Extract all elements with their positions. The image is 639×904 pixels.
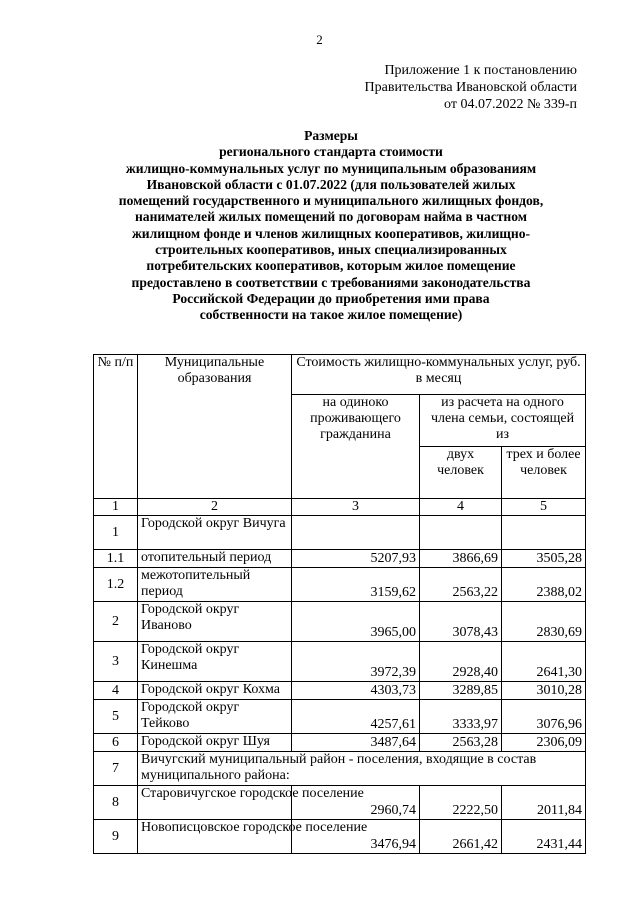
row-num: 6 — [94, 734, 138, 752]
table-row — [94, 550, 586, 568]
header-municipality: Муниципальные образования — [138, 355, 292, 499]
row-value-three: 3076,96 — [502, 700, 586, 734]
row-value-two: 2928,40 — [420, 642, 502, 682]
row-value-single: 3159,62 — [292, 568, 420, 602]
row-num: 3 — [94, 642, 138, 682]
row-value-three: 2431,44 — [502, 820, 586, 854]
annex-line-3: от 04.07.2022 № 339-п — [444, 97, 577, 112]
row-value-three — [502, 516, 586, 550]
row-num: 9 — [94, 820, 138, 854]
row-value-two — [420, 516, 502, 550]
table-row — [94, 700, 586, 734]
row-name: Городской округ Вичуга — [138, 516, 292, 550]
row-num: 7 — [94, 752, 138, 786]
row-value-two: 2563,28 — [420, 734, 502, 752]
title-line-3: жилищно-коммунальных услуг по муниципальным образованиям — [125, 160, 537, 176]
row-value-three: 2011,84 — [502, 786, 586, 820]
row-num: 2 — [94, 602, 138, 642]
row-value-two: 2661,42 — [420, 820, 502, 854]
row-num: 5 — [94, 700, 138, 734]
row-name: Городской округ Кохма — [138, 682, 292, 700]
row-name: Городской округ Тейково — [138, 700, 292, 734]
row-value-three: 3010,28 — [502, 682, 586, 700]
row-value-single: 2960,74 — [292, 786, 420, 820]
document-title — [92, 128, 570, 324]
title-line-8: строительных кооперативов, иных специализированных — [155, 242, 507, 258]
row-value-single: 3972,39 — [292, 642, 420, 682]
header-cost: Стоимость жилищно-коммунальных услуг, руб. в месяц — [292, 355, 586, 395]
title-line-6: нанимателей жилых помещений по договорам найма в частном — [134, 209, 528, 225]
row-name: Городской округ Кинешма — [138, 642, 292, 682]
title-line-7: жилищном фонде и членов жилищных кооперативов, жилищно- — [131, 225, 531, 241]
row-value-two: 2563,22 — [420, 568, 502, 602]
header-family: из расчета на одного члена семьи, состоящей из — [420, 395, 586, 447]
annex-block — [365, 62, 577, 113]
row-num: 1.1 — [94, 550, 138, 568]
table-row — [94, 602, 586, 642]
row-value-single — [292, 516, 420, 550]
row-value-single: 4257,61 — [292, 700, 420, 734]
row-name: Старовичугское городское поселение — [138, 786, 292, 820]
header-num: № п/п — [94, 355, 138, 499]
table-row — [94, 752, 586, 786]
col-number-4: 4 — [420, 499, 502, 516]
table-row — [94, 516, 586, 550]
row-num: 8 — [94, 786, 138, 820]
row-num: 4 — [94, 682, 138, 700]
title-line-1: Размеры — [304, 128, 358, 143]
row-value-two: 2222,50 — [420, 786, 502, 820]
annex-line-2: Правительства Ивановской области — [364, 80, 577, 95]
title-line-9: потребительских кооперативов, которым жилое помещение — [146, 258, 516, 274]
table-row — [94, 568, 586, 602]
table-row — [94, 786, 586, 820]
row-value-two: 3333,97 — [420, 700, 502, 734]
table-row — [94, 682, 586, 700]
col-number-5: 5 — [502, 499, 586, 516]
row-value-three: 2306,09 — [502, 734, 586, 752]
row-value-single: 4303,73 — [292, 682, 420, 700]
row-value-three: 2641,30 — [502, 642, 586, 682]
row-value-three: 3505,28 — [502, 550, 586, 568]
row-section-label: Вичугский муниципальный район - поселения, входящие в состав муниципального района: — [138, 752, 586, 786]
row-name: Городской округ Шуя — [138, 734, 292, 752]
header-single: на одиноко проживающего гражданина — [292, 395, 420, 499]
header-two: двух человек — [420, 447, 502, 499]
title-line-5: помещений государственного и муниципального жилищных фондов, — [118, 193, 544, 209]
col-number-2: 2 — [138, 499, 292, 516]
row-name: межотопительный период — [138, 568, 292, 602]
cost-table — [93, 354, 586, 854]
title-line-4: Ивановской области с 01.07.2022 (для пользователей жилых — [146, 176, 516, 192]
row-value-single: 3476,94 — [292, 820, 420, 854]
row-num: 1 — [94, 516, 138, 550]
col-number-3: 3 — [292, 499, 420, 516]
row-value-single: 3487,64 — [292, 734, 420, 752]
row-num: 1.2 — [94, 568, 138, 602]
row-name: Новописцовское городское поселение — [138, 820, 292, 854]
page-number: 2 — [316, 32, 323, 47]
row-value-single: 5207,93 — [292, 550, 420, 568]
row-value-single: 3965,00 — [292, 602, 420, 642]
title-line-10: предоставлено в соответствии с требованиями законодательства — [131, 274, 531, 290]
row-name: Городской округ Иваново — [138, 602, 292, 642]
col-number-1: 1 — [94, 499, 138, 516]
row-name: отопительный период — [138, 550, 292, 568]
table-row — [94, 734, 586, 752]
header-three: трех и более человек — [502, 447, 586, 499]
title-line-12: собственности на такое жилое помещение) — [199, 307, 463, 323]
table-row — [94, 820, 586, 854]
row-value-two: 3078,43 — [420, 602, 502, 642]
title-line-2: регионального стандарта стоимости — [219, 144, 443, 160]
table-row — [94, 642, 586, 682]
row-value-two: 3289,85 — [420, 682, 502, 700]
row-value-three: 2388,02 — [502, 568, 586, 602]
row-value-three: 2830,69 — [502, 602, 586, 642]
title-line-11: Российской Федерации до приобретения ими права — [172, 290, 490, 306]
annex-line-1: Приложение 1 к постановлению — [384, 63, 577, 78]
row-value-two: 3866,69 — [420, 550, 502, 568]
